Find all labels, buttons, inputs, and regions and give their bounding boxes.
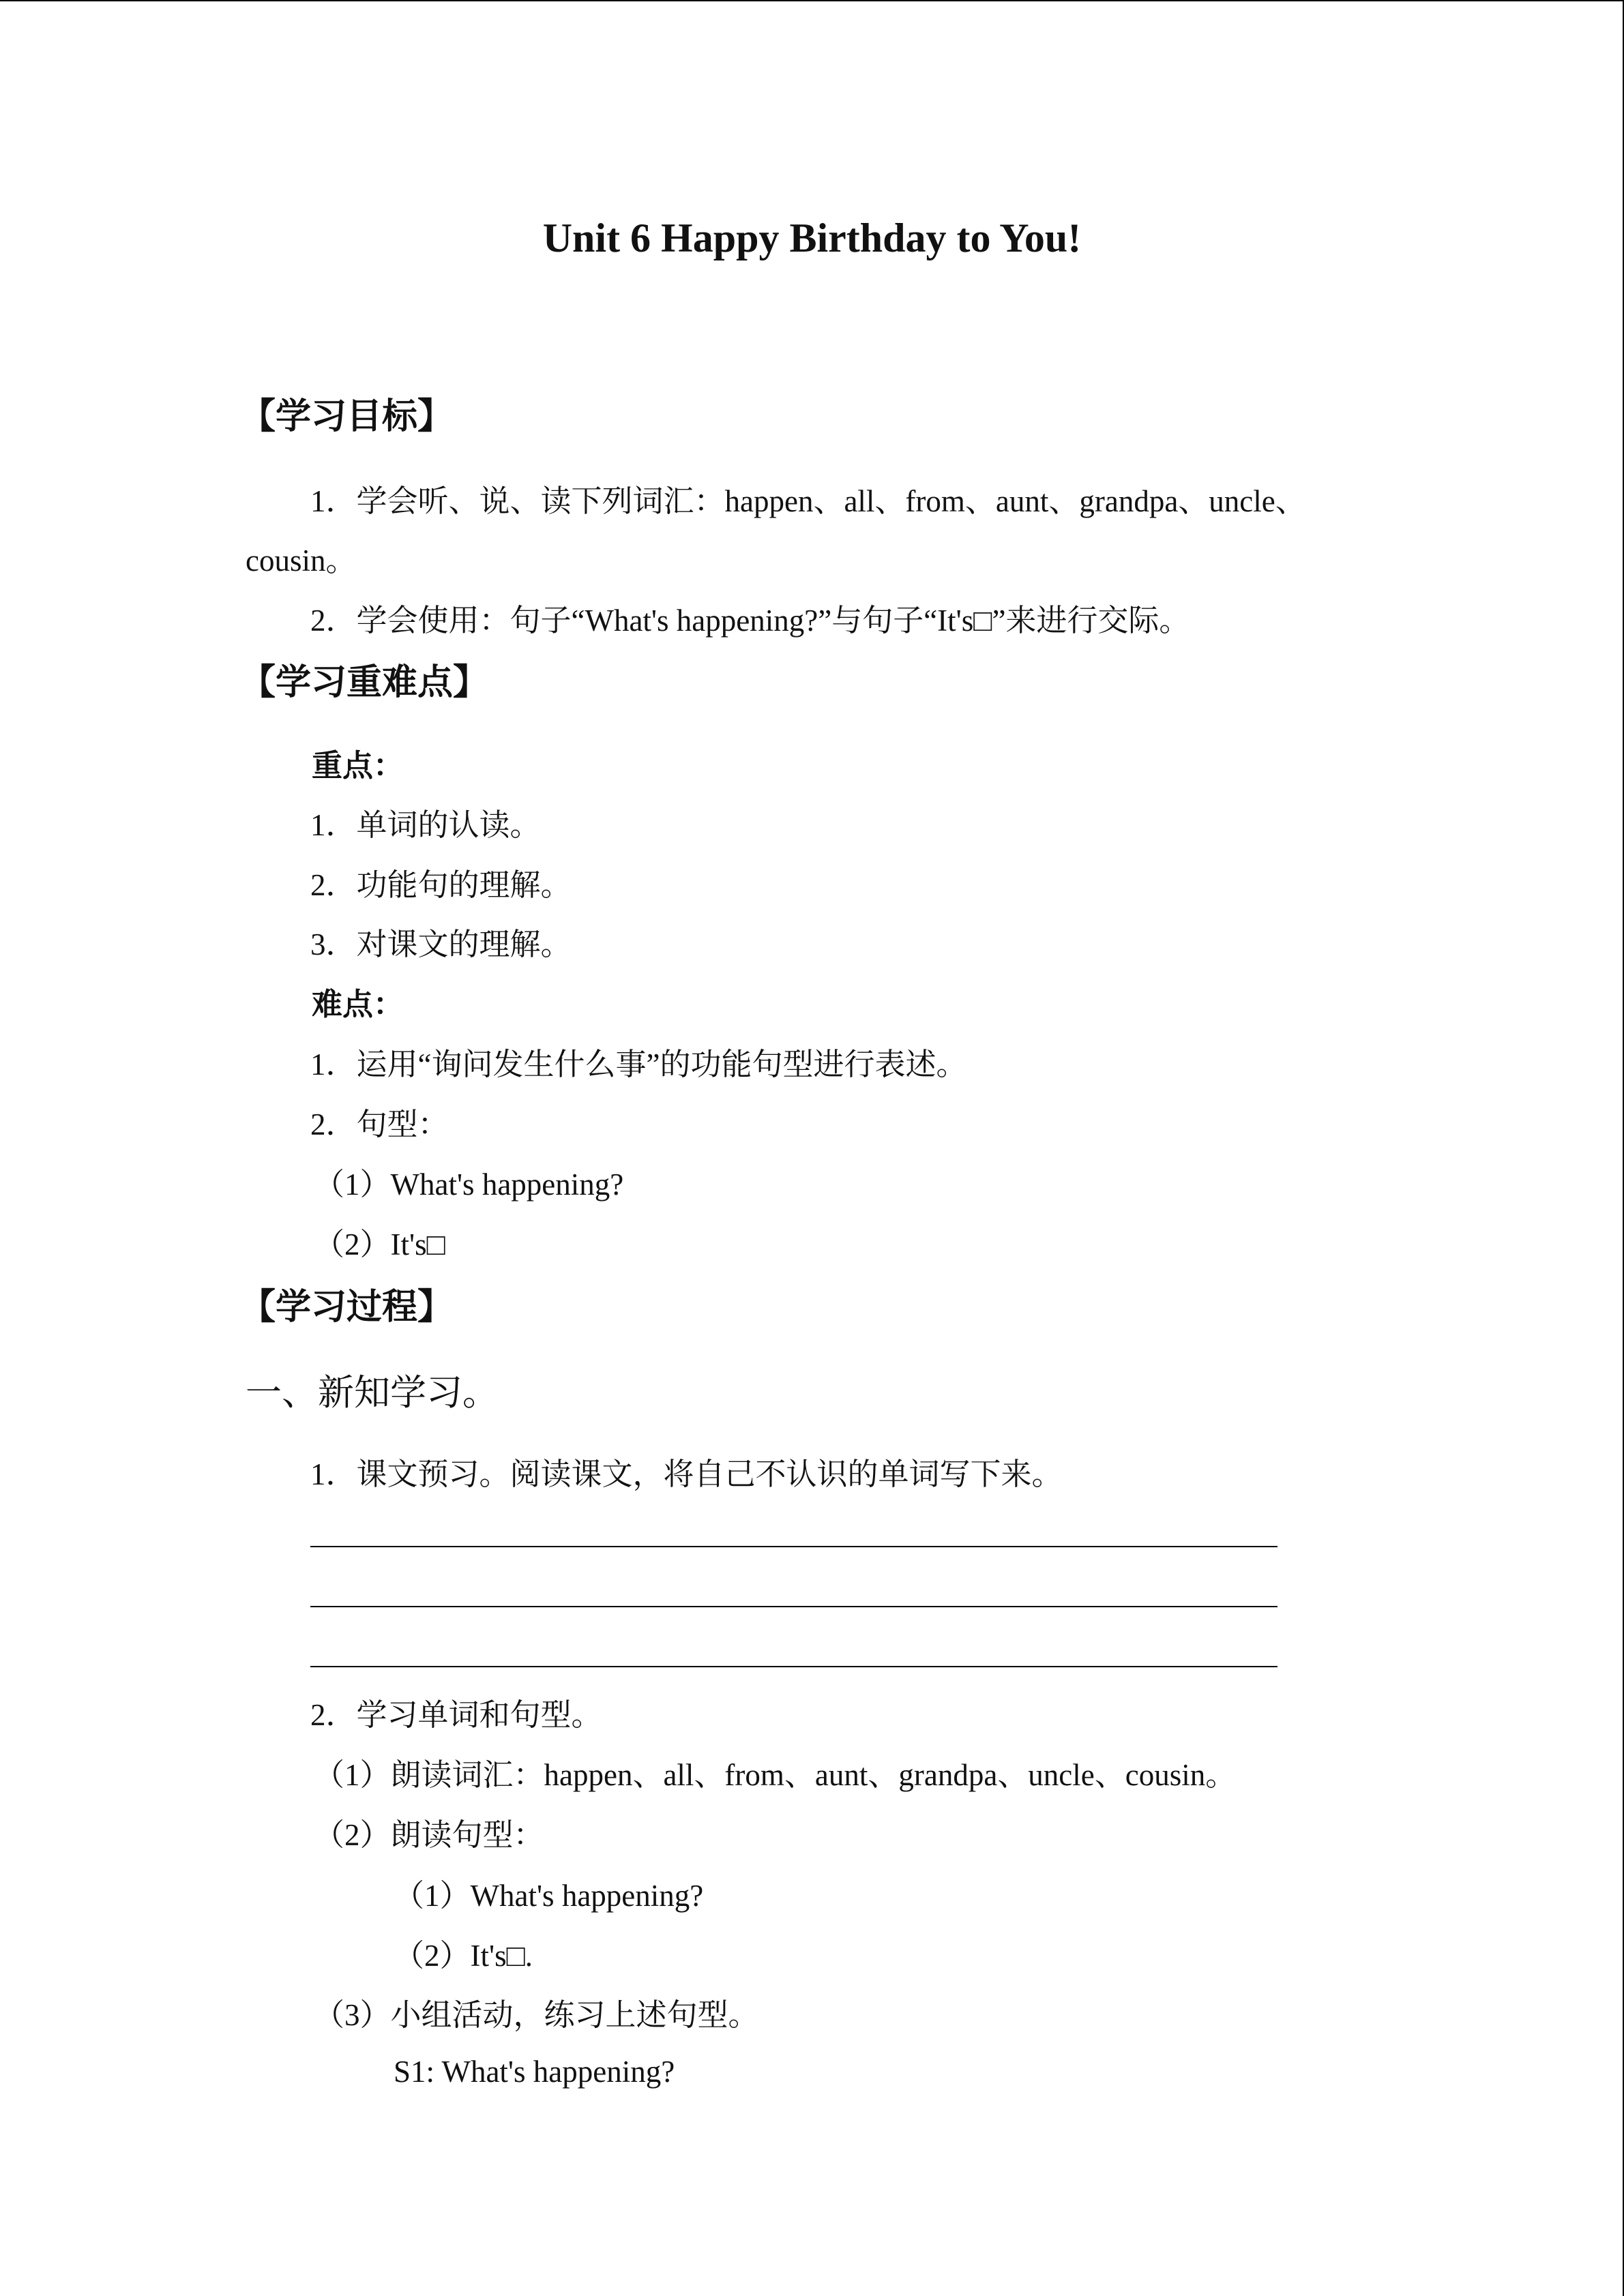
key-point-3: 3．对课文的理解。 bbox=[310, 927, 572, 961]
part-one-heading: 一、新知学习。 bbox=[246, 1373, 499, 1413]
step-2-2: （2）朗读句型： bbox=[314, 1818, 544, 1852]
key-heading: 【学习重难点】 bbox=[240, 662, 489, 703]
answer-line-2 bbox=[310, 1606, 1278, 1607]
process-heading: 【学习过程】 bbox=[240, 1287, 454, 1328]
objective-1-line2: cousin。 bbox=[246, 543, 357, 578]
difficult-1: 1．运用“询问发生什么事”的功能句型进行表述。 bbox=[310, 1047, 967, 1082]
step-2-1: （1）朗读词汇：happen、all、from、aunt、grandpa、uncle、cousin。 bbox=[314, 1758, 1237, 1792]
difficult-label: 难点： bbox=[312, 987, 404, 1022]
step-2-3: （3）小组活动，练习上述句型。 bbox=[314, 1998, 759, 2032]
difficult-2b: （2）It's□ bbox=[314, 1227, 445, 1262]
step-1: 1．课文预习。阅读课文，将自己不认识的单词写下来。 bbox=[310, 1457, 1063, 1491]
key-points-label: 重点： bbox=[312, 749, 404, 783]
step-2: 2．学习单词和句型。 bbox=[310, 1698, 602, 1732]
step-2-2a: （1）What's happening? bbox=[394, 1879, 704, 1913]
difficult-2: 2．句型： bbox=[310, 1107, 449, 1142]
key-point-1: 1．单词的认读。 bbox=[310, 808, 541, 842]
dialogue-s1: S1: What's happening? bbox=[394, 2055, 675, 2089]
key-point-2: 2．功能句的理解。 bbox=[310, 868, 572, 902]
difficult-2a: （1）What's happening? bbox=[314, 1167, 624, 1202]
answer-line-3 bbox=[310, 1666, 1278, 1667]
objective-1-line1: 1．学会听、说、读下列词汇：happen、all、from、aunt、grandpa、uncle、 bbox=[310, 484, 1306, 518]
answer-line-1 bbox=[310, 1546, 1278, 1547]
page-title: Unit 6 Happy Birthday to You! bbox=[542, 215, 1082, 260]
objective-2: 2．学会使用：句子“What's happening?”与句子“It's□”来进行交际。 bbox=[310, 603, 1190, 638]
objectives-heading: 【学习目标】 bbox=[240, 396, 454, 437]
step-2-2b: （2）It's□. bbox=[394, 1939, 533, 1973]
